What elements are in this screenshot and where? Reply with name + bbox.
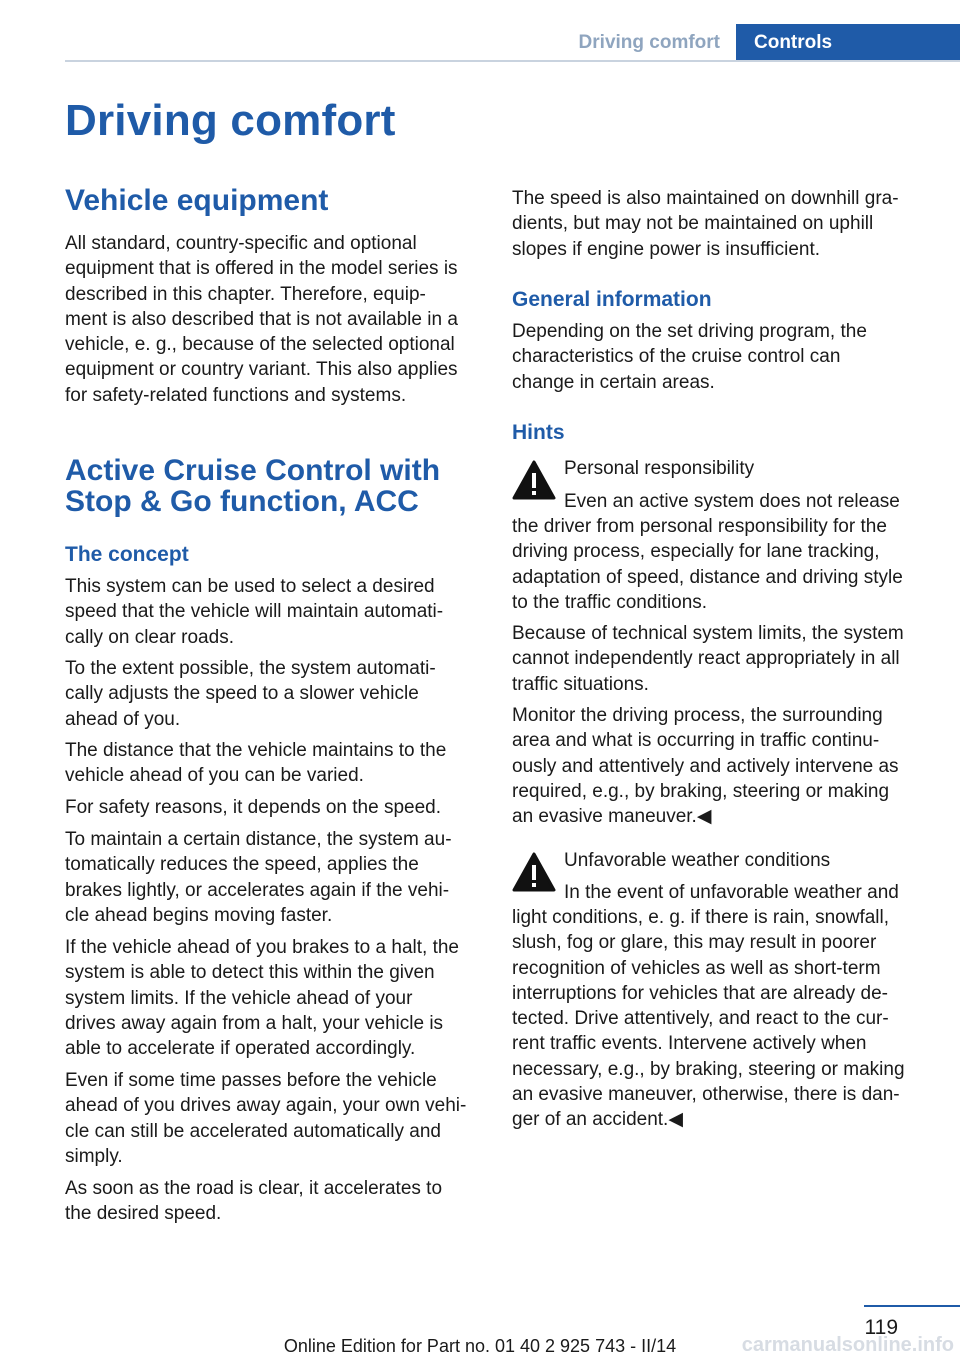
text-line: area and what is occurring in traffic continu-: [512, 730, 880, 752]
vehicle-equipment-text: [65, 231, 458, 408]
text-line: speed that the vehicle will maintain automati-: [65, 601, 444, 623]
text-line: ahead of you.: [65, 708, 181, 730]
text-line: able to accelerate if operated accordingly.: [65, 1038, 416, 1060]
text-line: Monitor the driving process, the surrounding: [512, 705, 883, 726]
text-line: for safety-related functions and systems.: [65, 384, 407, 406]
text-line: cle can still be accelerated automatically and: [65, 1120, 441, 1142]
text-line: cannot independently react appropriately in all: [512, 648, 900, 670]
concept-para-1: [65, 574, 443, 650]
text-line: slopes if engine power is insufficient.: [512, 238, 821, 260]
text-line: brakes lightly, or accelerates again if the vehi-: [65, 879, 450, 901]
text-line: driving process, especially for lane tracking,: [512, 541, 880, 563]
text-line: recognition of vehicles as well as short-term: [512, 957, 881, 979]
text-line: an evasive maneuver, otherwise, there is dan-: [512, 1084, 900, 1106]
warning-1-first-line: Even an active system does not release: [564, 491, 900, 512]
general-information-heading: General information: [512, 288, 712, 311]
warning-1-para-2: [512, 621, 904, 697]
text-line: traffic situations.: [512, 673, 649, 695]
header-section-label: Driving comfort: [578, 32, 720, 53]
text-line: characteristics of the cruise control can: [512, 346, 841, 368]
text-line: required, e.g., by braking, steering or making: [512, 780, 890, 802]
text-line: the driver from personal responsibility for the: [512, 516, 887, 537]
text-line: light conditions, e. g. if there is rain, snowfall,: [512, 907, 890, 928]
text-line: For safety reasons, it depends on the speed.: [65, 797, 442, 818]
concept-para-8: [65, 1176, 442, 1227]
text-line: to the traffic conditions.: [512, 591, 708, 613]
text-line: This system can be used to select a desired: [65, 576, 435, 597]
warning-2-text: [512, 905, 905, 1133]
watermark: carmanualsonline.info: [741, 1334, 954, 1356]
text-line: equipment that is offered in the model series is: [65, 258, 458, 280]
text-line: The speed is also maintained on downhill gra-: [512, 188, 899, 209]
text-line: adaptation of speed, distance and driving style: [512, 566, 903, 588]
footer-edition-text: Online Edition for Part no. 01 40 2 925 743 - II/14: [283, 1336, 677, 1356]
acc-heading-line: Active Cruise Control with: [65, 454, 441, 487]
hints-heading: Hints: [512, 421, 565, 444]
text-line: Because of technical system limits, the system: [512, 623, 904, 644]
warning-1-para-3: [512, 703, 899, 829]
page-title: Driving comfort: [65, 96, 396, 145]
warning-1-text: [512, 514, 903, 615]
footer-rule: [864, 1305, 960, 1307]
text-line: tected. Drive attentively, and react to the cur-: [512, 1008, 889, 1030]
text-line: system is able to detect this within the given: [65, 962, 435, 984]
acc-heading: [65, 455, 440, 517]
text-line: rent traffic events. Intervene actively when: [512, 1033, 867, 1055]
header-rule: [65, 60, 960, 62]
concept-para-6: [65, 935, 459, 1061]
text-line: dients, but may not be maintained on uphill: [512, 213, 874, 235]
header-chapter-tab[interactable]: Controls: [736, 24, 960, 62]
text-line: change in certain areas.: [512, 371, 715, 393]
text-line: Depending on the set driving program, the: [512, 321, 867, 342]
warning-triangle-icon: [512, 852, 556, 892]
concept-para-5: [65, 827, 452, 928]
text-line: equipment or country variant. This also applies: [65, 359, 458, 381]
concept-heading: The concept: [65, 543, 189, 566]
text-line: vehicle ahead of you can be varied.: [65, 765, 364, 787]
text-line: ger of an accident.◀: [512, 1109, 683, 1131]
text-line: As soon as the road is clear, it accelerates to: [65, 1178, 443, 1199]
text-line: All standard, country-specific and optional: [65, 233, 417, 254]
text-line: cally on clear roads.: [65, 626, 234, 648]
text-line: ously and attentively and actively intervene as: [512, 755, 899, 777]
text-line: drives away again from a halt, your vehicle is: [65, 1012, 444, 1034]
text-line: necessary, e.g., by braking, steering or making: [512, 1058, 905, 1080]
text-line: The distance that the vehicle maintains to the: [65, 740, 447, 761]
general-information-text: [512, 319, 867, 395]
speed-maintained-text: [512, 186, 899, 262]
vehicle-equipment-heading: Vehicle equipment: [65, 184, 329, 217]
warning-2-title: Unfavorable weather conditions: [564, 850, 831, 871]
concept-para-7: [65, 1068, 466, 1169]
text-line: vehicle, e. g., because of the selected optional: [65, 334, 455, 356]
text-line: described in this chapter. Therefore, equip-: [65, 283, 426, 305]
text-line: Even if some time passes before the vehicle: [65, 1070, 437, 1091]
warning-2-first-line: In the event of unfavorable weather and: [564, 882, 899, 903]
text-line: interruptions for vehicles that are already de-: [512, 982, 888, 1004]
concept-para-2: [65, 656, 436, 732]
text-line: To maintain a certain distance, the system au-: [65, 829, 452, 850]
text-line: an evasive maneuver.◀: [512, 806, 712, 828]
text-line: cle ahead begins moving faster.: [65, 904, 333, 926]
page-number: 119: [864, 1316, 898, 1339]
text-line: cally adjusts the speed to a slower vehicle: [65, 683, 419, 705]
concept-para-4: [65, 795, 441, 820]
text-line: ahead of you drives away again, your own vehi-: [65, 1095, 467, 1117]
warning-1-title: Personal responsibility: [564, 458, 755, 479]
text-line: system limits. If the vehicle ahead of your: [65, 987, 413, 1009]
text-line: simply.: [65, 1145, 123, 1167]
text-line: slush, fog or glare, this may result in poorer: [512, 932, 877, 954]
text-line: tomatically reduces the speed, applies the: [65, 854, 419, 876]
acc-heading-line: Stop & Go function, ACC: [65, 485, 419, 518]
text-line: If the vehicle ahead of you brakes to a halt, the: [65, 937, 459, 958]
warning-triangle-icon: [512, 460, 556, 500]
text-line: To the extent possible, the system automati-: [65, 658, 436, 679]
text-line: ment is also described that is not available in a: [65, 308, 458, 330]
text-line: the desired speed.: [65, 1203, 222, 1225]
concept-para-3: [65, 738, 446, 789]
